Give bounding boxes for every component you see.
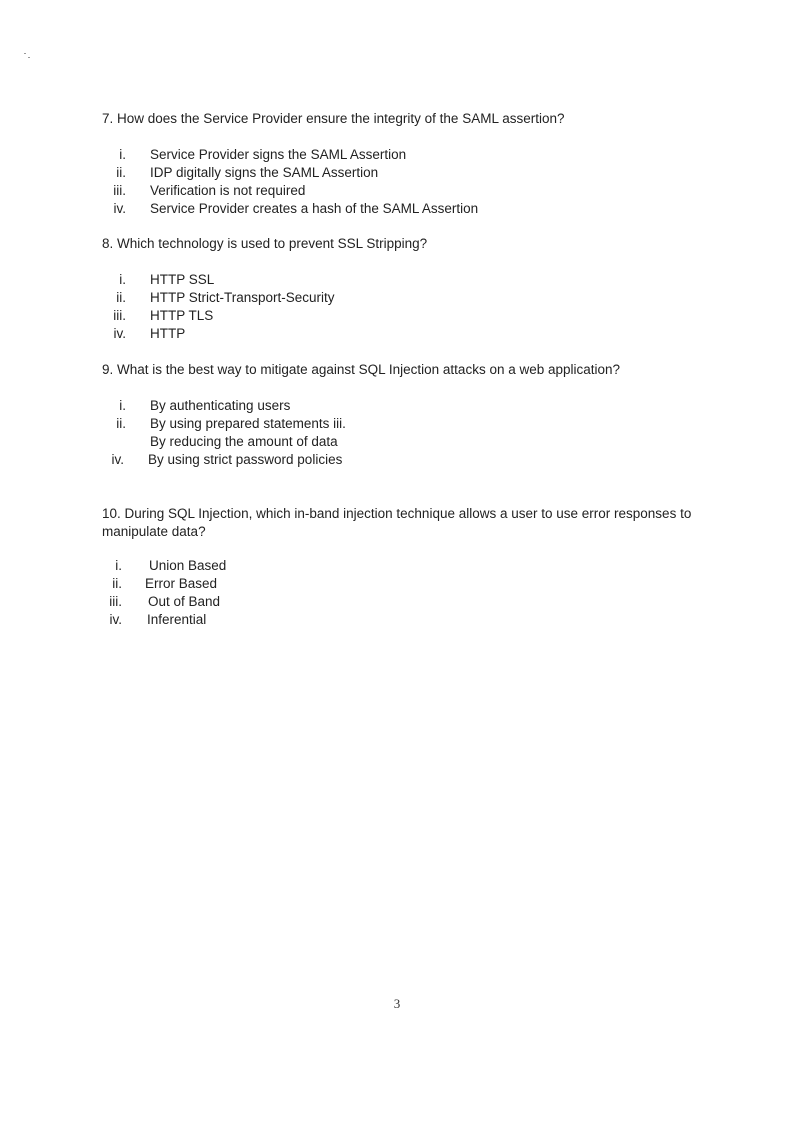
option-number: i. [115, 558, 122, 573]
option-text: HTTP TLS [150, 308, 214, 323]
option-number: i. [119, 272, 126, 287]
option-text: Verification is not required [150, 183, 306, 198]
question-7: 7. How does the Service Provider ensure the integrity of the SAML assertion? [102, 111, 565, 126]
option-number: iii. [109, 594, 122, 609]
option-number: ii. [116, 290, 126, 305]
option-text: Inferential [147, 612, 207, 627]
option-number: iv. [109, 612, 122, 627]
option-text: By using strict password policies [148, 452, 343, 467]
option-number: iii. [113, 183, 126, 198]
option-number: iv. [111, 452, 124, 467]
question-9: 9. What is the best way to mitigate against SQL Injection attacks on a web application? [102, 362, 621, 377]
option-text: Error Based [145, 576, 218, 591]
option-text: HTTP Strict-Transport-Security [150, 290, 335, 305]
option-text: IDP digitally signs the SAML Assertion [150, 165, 379, 180]
option-number: ii. [116, 165, 126, 180]
option-number: iv. [113, 201, 126, 216]
scan-speck [28, 57, 30, 58]
option-number: ii. [116, 416, 126, 431]
option-text: Union Based [149, 558, 227, 573]
option-text: By reducing the amount of data [150, 434, 338, 449]
option-text: Service Provider signs the SAML Assertion [150, 147, 407, 162]
option-number: iv. [113, 326, 126, 341]
page-number: 3 [393, 996, 401, 1011]
question-8: 8. Which technology is used to prevent SSL Stripping? [102, 236, 428, 251]
option-text: Service Provider creates a hash of the SAML Assertion [150, 201, 479, 216]
option-text: By authenticating users [150, 398, 291, 413]
scan-speck [24, 53, 26, 54]
option-text: Out of Band [148, 594, 221, 609]
option-text: By using prepared statements iii. [150, 416, 346, 431]
option-number: iii. [113, 308, 126, 323]
option-number: i. [119, 398, 126, 413]
option-text: HTTP [150, 326, 186, 341]
option-number: ii. [112, 576, 122, 591]
option-number: i. [119, 147, 126, 162]
option-text: HTTP SSL [150, 272, 215, 287]
question-10: 10. During SQL Injection, which in-band injection technique allows a user to use error responses to manipulate data? [102, 506, 692, 539]
